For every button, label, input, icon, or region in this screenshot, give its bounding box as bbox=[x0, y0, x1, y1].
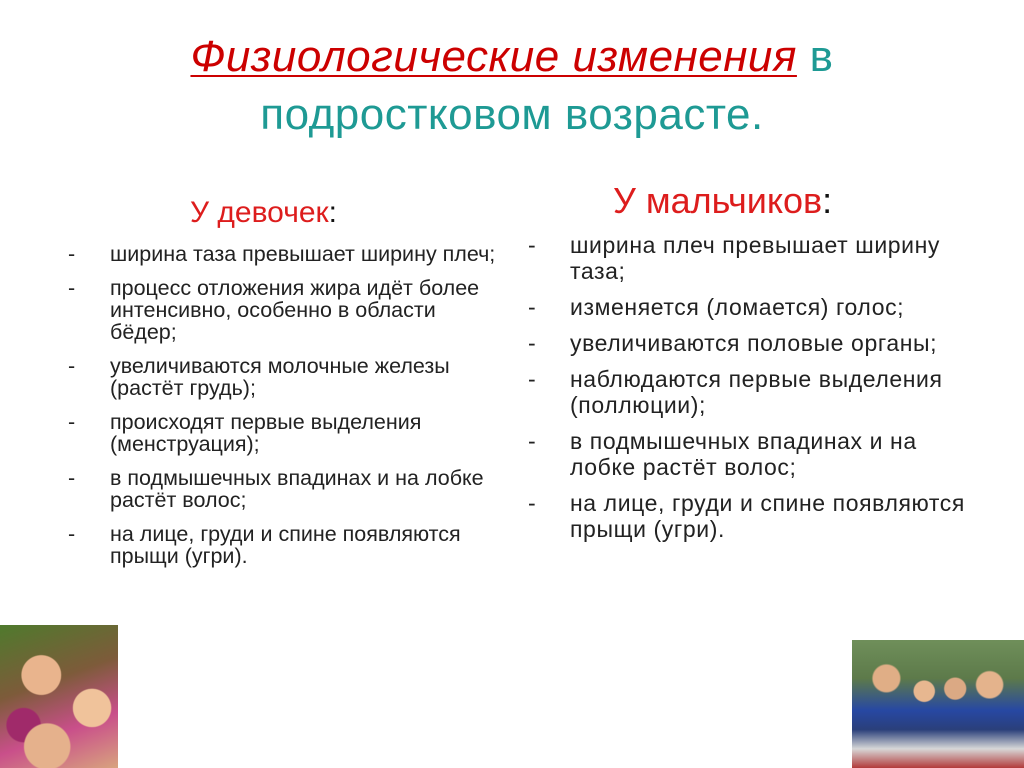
boys-photo bbox=[852, 640, 1024, 768]
list-item: - увеличиваются половые органы; bbox=[528, 330, 968, 356]
list-item: - на лице, груди и спине появляются прыщи (угри). bbox=[528, 490, 968, 542]
title-emphasis: Физиологические изменения bbox=[190, 32, 797, 81]
list-item: - наблюдаются первые выделения (поллюции); bbox=[528, 366, 968, 418]
list-item: - изменяется (ломается) голос; bbox=[528, 294, 968, 320]
slide-title bbox=[0, 28, 1024, 144]
girls-list bbox=[68, 243, 498, 579]
boys-heading bbox=[613, 180, 832, 222]
list-item: - увеличиваются молочные железы (растёт грудь); bbox=[68, 355, 498, 399]
boys-list bbox=[528, 232, 968, 552]
title-rest: в bbox=[796, 32, 834, 81]
girls-heading-text: У девочек bbox=[190, 196, 329, 229]
list-item: - процесс отложения жира идёт более интенсивно, особенно в области бёдер; bbox=[68, 277, 498, 343]
list-item: - в подмышечных впадинах и на лобке растёт волос; bbox=[528, 428, 968, 480]
list-item: - ширина таза превышает ширину плеч; bbox=[68, 243, 498, 265]
list-item: - ширина плеч превышает ширину таза; bbox=[528, 232, 968, 284]
girls-heading-colon: : bbox=[328, 196, 337, 229]
title-line2: подростковом возрасте. bbox=[260, 90, 764, 139]
list-item: - происходят первые выделения (менструация); bbox=[68, 411, 498, 455]
list-item: - на лице, груди и спине появляются прыщи (угри). bbox=[68, 523, 498, 567]
boys-heading-colon: : bbox=[822, 180, 833, 221]
boys-heading-text: У мальчиков bbox=[613, 180, 823, 221]
girls-heading bbox=[190, 196, 337, 230]
list-item: - в подмышечных впадинах и на лобке растёт волос; bbox=[68, 467, 498, 511]
girls-photo bbox=[0, 625, 118, 768]
